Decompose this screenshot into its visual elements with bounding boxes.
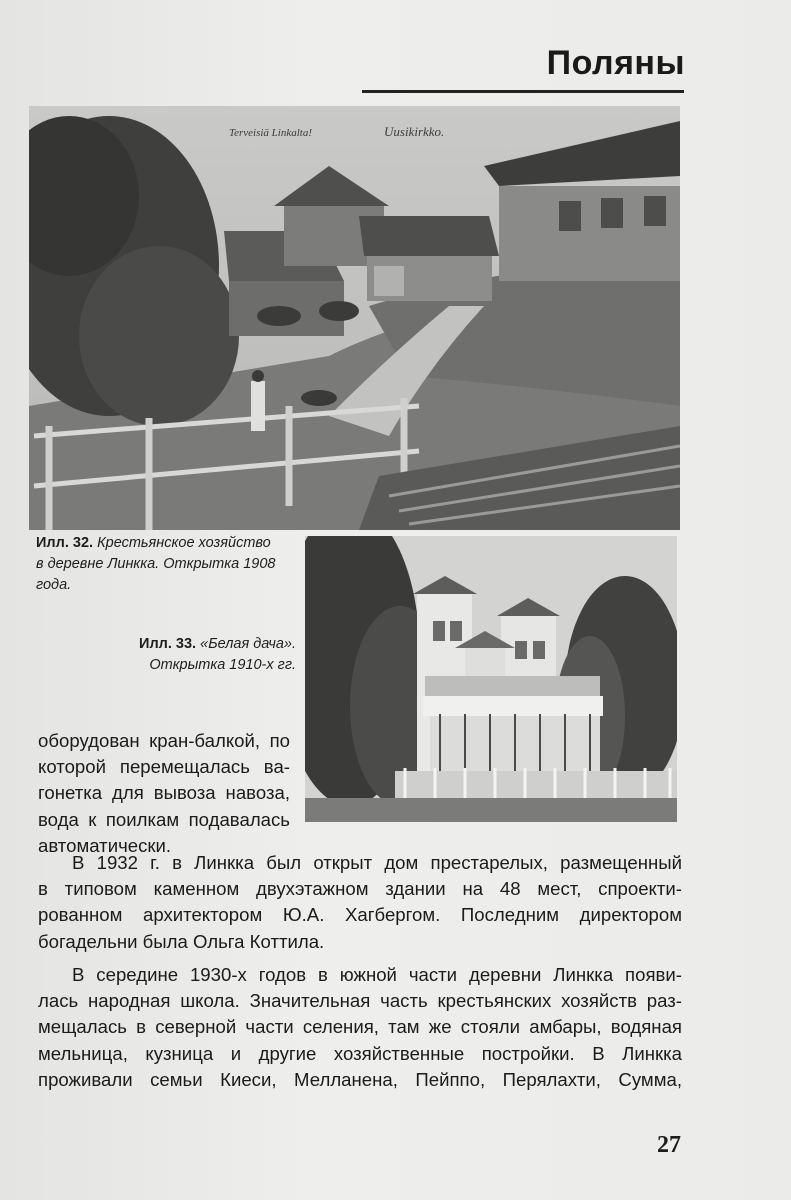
figure-32-photo — [29, 106, 680, 530]
body-line: автоматически. — [38, 834, 172, 856]
figure-32-inscription-right: Uusikirkko. — [384, 124, 445, 139]
figure-32-caption-line: в деревне Линкка. Открытка 1908 — [36, 556, 276, 572]
figure-33-caption — [60, 634, 296, 676]
figure-33-caption-line: «Белая дача». — [200, 636, 296, 652]
running-head: Поляны — [546, 44, 685, 82]
figure-33-caption-line: Открытка 1910-х гг. — [149, 657, 296, 673]
body-line: В 1932 г. в Линкка был открыт дом престарелых, размещенный — [72, 852, 682, 873]
body-line: которой перемещалась ва- — [38, 756, 290, 778]
page-number: 27 — [657, 1132, 681, 1158]
body-line: проживали семьи Киеси, Мелланена, Пейппо, Перялахти, Сумма, — [38, 1068, 682, 1090]
body-paragraph-1 — [38, 850, 682, 955]
body-left-column — [38, 728, 290, 859]
body-line: рованном архитектором Ю.А. Хагбергом. Последним директором — [38, 904, 682, 926]
figure-32-label: Илл. 32. — [36, 535, 94, 551]
figure-32-caption — [36, 533, 298, 596]
body-line: оборудован кран-балкой, по — [38, 730, 290, 751]
figure-32-caption-line: года. — [36, 577, 72, 593]
body-line: мельница, кузница и другие хозяйственные постройки. В Линкка — [38, 1042, 682, 1064]
figure-32-caption-line: Крестьянское хозяйство — [97, 535, 271, 551]
body-line: мещалась в северной части селения, там же стояли амбары, водяная — [38, 1016, 682, 1038]
figure-32-inscription-left: Terveisiä Linkalta! — [229, 127, 313, 139]
body-line: гонетка для вывоза навоза, — [38, 782, 290, 804]
body-line: В середине 1930-х годов в южной части деревни Линкка появи- — [72, 964, 682, 985]
body-line: в типовом каменном двухэтажном здании на 48 мест, спроекти- — [38, 878, 682, 900]
body-line: вода к поилкам подавалась — [38, 808, 290, 830]
body-line: богадельни была Ольга Коттила. — [38, 930, 325, 952]
figure-33-label: Илл. 33. — [139, 636, 197, 652]
figure-33-photo — [305, 536, 677, 822]
body-paragraph-2 — [38, 962, 682, 1093]
body-line: лась народная школа. Значительная часть крестьянских хозяйств раз- — [38, 990, 682, 1012]
running-head-rule — [362, 90, 684, 93]
